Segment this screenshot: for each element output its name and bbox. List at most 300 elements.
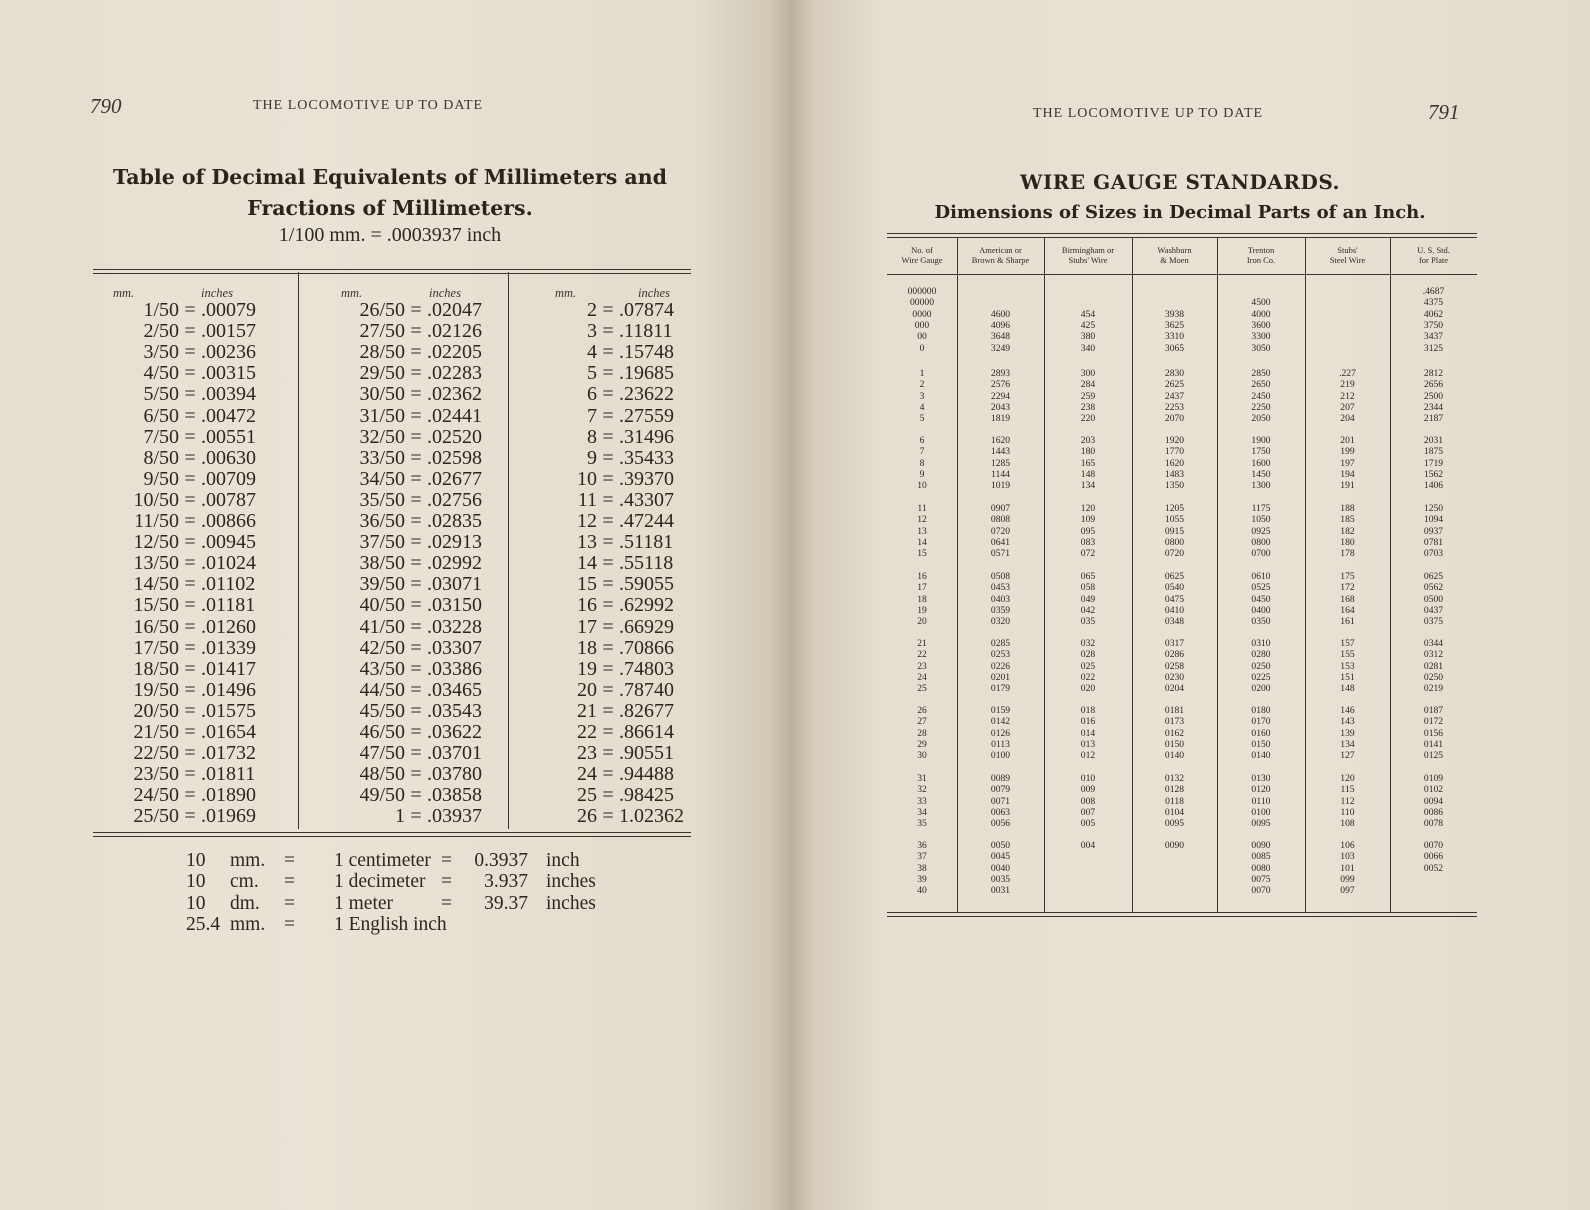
table-subtitle: 1/100 mm. = .0003937 inch: [278, 224, 502, 246]
table-cell: 2576: [990, 379, 1011, 391]
table-row: [325, 363, 517, 384]
column-header-line: Iron Co.: [1246, 254, 1276, 265]
mm-value: 4/50: [143, 362, 179, 385]
table-cell: 2893: [990, 368, 1011, 379]
mm-value: 28/50: [359, 341, 405, 364]
table-cell: 199: [1340, 446, 1355, 458]
top-rule: [93, 269, 691, 270]
inch-value: .03701: [427, 742, 482, 765]
table-row: [527, 680, 709, 701]
table-row: [99, 553, 291, 574]
table-cell: 0253: [990, 649, 1011, 661]
equivalence-unit: cm.: [230, 871, 259, 893]
table-cell: 0078: [1423, 818, 1444, 830]
equivalence-value: 3.937: [484, 871, 528, 893]
table-cell: 24: [917, 671, 927, 683]
table-cell: 0071: [990, 795, 1011, 807]
table-cell: 161: [1340, 616, 1355, 628]
mm-value: 2: [587, 299, 597, 321]
mm-value: 38/50: [359, 552, 405, 575]
table-cell: 0907: [990, 503, 1011, 514]
table-cell: .227: [1339, 368, 1356, 379]
equals-sign: =: [184, 615, 196, 638]
equals-sign: =: [602, 362, 614, 385]
equals-sign: =: [410, 362, 422, 385]
inch-value: .00630: [201, 446, 256, 469]
top-rule: [887, 237, 1477, 238]
table-cell: 0079: [990, 784, 1011, 796]
table-cell: 1019: [990, 480, 1011, 492]
table-cell: 259: [1080, 390, 1096, 402]
table-row: [527, 363, 709, 384]
table-cell: 2437: [1164, 390, 1185, 402]
table-cell: 148: [1340, 683, 1355, 695]
inch-value: .03543: [427, 699, 482, 722]
table-row: [99, 300, 291, 321]
inch-value: .03465: [427, 678, 482, 701]
inch-value: .59055: [619, 573, 674, 596]
inch-value: .02362: [427, 383, 482, 406]
equivalence-eq1: =: [284, 871, 295, 893]
table-cell: 3750: [1423, 319, 1444, 331]
column-header-mm: mm.: [341, 286, 363, 300]
table-cell: 005: [1080, 818, 1096, 830]
table-cell: 40: [917, 885, 927, 897]
table-cell: 110: [1340, 806, 1355, 818]
table-cell: 109: [1080, 514, 1096, 526]
table-cell: 39: [917, 873, 927, 885]
mm-value: 24: [577, 763, 597, 786]
top-rule: [887, 233, 1477, 234]
table-cell: 2850: [1251, 368, 1271, 379]
equals-sign: =: [602, 742, 614, 765]
equals-sign: =: [410, 467, 422, 490]
table-cell: 36: [917, 840, 927, 851]
table-cell: 0641: [990, 536, 1011, 548]
table-row: [527, 490, 709, 511]
equals-sign: =: [184, 299, 196, 321]
mm-value: 6: [587, 383, 597, 406]
table-cell: 380: [1080, 331, 1096, 343]
mm-value: 21/50: [133, 721, 179, 743]
equals-sign: =: [602, 784, 614, 807]
table-row: [99, 638, 291, 659]
table-cell: 0102: [1423, 784, 1444, 796]
inch-value: .19685: [619, 362, 674, 385]
equals-sign: =: [410, 320, 422, 343]
mm-value: 46/50: [359, 721, 405, 743]
equals-sign: =: [602, 805, 614, 828]
table-cell: 146: [1340, 705, 1355, 716]
table-cell: 0170: [1251, 716, 1271, 728]
top-rule: [93, 273, 691, 274]
table-row: [527, 785, 709, 806]
mm-value: 5/50: [143, 383, 179, 406]
equivalence-eq2: =: [441, 850, 452, 871]
mm-value: 1: [395, 805, 405, 828]
equivalence-value: 0.3937: [474, 850, 528, 871]
equals-sign: =: [410, 573, 422, 596]
table-row: [325, 595, 517, 616]
table-cell: 1443: [990, 446, 1011, 458]
table-row: [99, 363, 291, 384]
inch-value: .02441: [427, 404, 482, 427]
table-cell: 0280: [1251, 649, 1271, 661]
table-row: [99, 406, 291, 427]
table-row: [325, 659, 517, 680]
table-cell: 0562: [1423, 582, 1444, 594]
mm-value: 15/50: [133, 594, 179, 617]
table-cell: 1875: [1423, 446, 1444, 458]
running-head: THE LOCOMOTIVE UP TO DATE: [1033, 106, 1264, 121]
table-cell: 0250: [1251, 660, 1271, 672]
table-cell: 0070: [1423, 840, 1444, 851]
inch-value: .01260: [201, 615, 256, 638]
table-cell: 6: [919, 435, 925, 446]
inch-value: .78740: [619, 678, 674, 701]
table-row: [99, 659, 291, 680]
equivalence-qty: 25.4: [186, 913, 221, 935]
table-cell: 0156: [1423, 727, 1444, 739]
equals-sign: =: [410, 678, 422, 701]
mm-value: 24/50: [133, 784, 179, 807]
equals-sign: =: [602, 699, 614, 722]
mm-value: 7/50: [143, 425, 179, 448]
inch-value: .55118: [619, 552, 674, 575]
table-cell: 340: [1080, 342, 1096, 354]
equals-sign: =: [184, 678, 196, 701]
inch-value: .02126: [427, 320, 482, 343]
table-row: [99, 469, 291, 490]
equivalence-qty: 10: [186, 871, 206, 893]
mm-value: 8/50: [143, 446, 179, 469]
table-cell: 0359: [990, 604, 1011, 616]
table-row: [325, 553, 517, 574]
table-cell: 101: [1340, 862, 1355, 874]
equals-sign: =: [602, 552, 614, 575]
table-cell: 1770: [1164, 446, 1185, 458]
table-cell: 0286: [1164, 649, 1185, 661]
table-cell: 106: [1340, 840, 1355, 851]
equals-sign: =: [184, 784, 196, 807]
equals-sign: =: [184, 404, 196, 427]
table-row: [99, 743, 291, 764]
inch-value: 1.02362: [619, 805, 684, 828]
mm-value: 22: [577, 721, 597, 743]
table-cell: 185: [1340, 514, 1355, 526]
table-cell: 0095: [1251, 818, 1271, 830]
equivalence-target: 1 centimeter: [334, 850, 431, 871]
table-cell: 12: [917, 514, 927, 526]
table-cell: 4000: [1251, 308, 1271, 320]
table-row: [99, 321, 291, 342]
table-cell: 2625: [1164, 379, 1185, 391]
column-header: [887, 246, 957, 265]
mm-value: 4: [587, 341, 597, 364]
table-cell: 134: [1340, 738, 1355, 750]
table-cell: 0450: [1251, 593, 1271, 605]
mm-value: 15: [577, 573, 597, 596]
inch-value: .01181: [201, 594, 256, 617]
table-cell: 0172: [1423, 716, 1444, 728]
table-cell: 014: [1080, 727, 1096, 739]
table-cell: 21: [917, 638, 927, 649]
table-cell: 097: [1340, 885, 1355, 897]
table-cell: 0100: [990, 750, 1011, 762]
table-cell: 2344: [1423, 401, 1444, 413]
mm-value: 20/50: [133, 699, 179, 722]
table-cell: 284: [1080, 379, 1096, 391]
table-cell: 168: [1340, 593, 1355, 605]
table-cell: 103: [1340, 851, 1355, 863]
table-row: [99, 490, 291, 511]
left-page: [0, 0, 790, 1210]
table-cell: 1920: [1164, 435, 1185, 446]
inch-value: .00236: [201, 341, 256, 364]
table-cell: 7: [919, 446, 925, 458]
table-cell: 0142: [990, 716, 1011, 728]
inch-value: .27559: [619, 404, 674, 427]
column-header-line: U. S. Std.: [1417, 245, 1450, 255]
table-cell: 4062: [1423, 308, 1444, 320]
column-header-line: Steel Wire: [1329, 254, 1366, 265]
table-cell: 0075: [1251, 873, 1271, 885]
mm-value: 18: [577, 636, 597, 659]
table-cell: 0179: [990, 683, 1011, 695]
equals-sign: =: [184, 721, 196, 743]
table-cell: 049: [1080, 593, 1096, 605]
table-cell: 0090: [1251, 840, 1271, 851]
mm-value: 11/50: [134, 510, 179, 532]
mm-value: 11: [577, 488, 597, 511]
table-cell: 0100: [1251, 806, 1271, 818]
table-row: [325, 532, 517, 553]
table-cell: 182: [1340, 525, 1355, 537]
table-row: [527, 300, 709, 321]
title-line-2: Fractions of Millimeters.: [247, 196, 533, 220]
table-cell: 013: [1080, 738, 1096, 750]
table-row: [527, 384, 709, 405]
table-cell: 201: [1340, 435, 1355, 446]
mm-value: 49/50: [359, 784, 405, 807]
table-cell: 3437: [1423, 331, 1444, 343]
mm-value: 22/50: [133, 742, 179, 765]
table-cell: 2050: [1251, 413, 1271, 425]
column-header: [1044, 246, 1132, 265]
table-row: [527, 659, 709, 680]
mm-value: 45/50: [359, 699, 405, 722]
table-row: [99, 595, 291, 616]
table-row: [99, 785, 291, 806]
table-row: [527, 321, 709, 342]
table-cell: 203: [1080, 435, 1096, 446]
equivalence-eq1: =: [284, 850, 295, 871]
table-cell: 0508: [990, 571, 1011, 582]
equals-sign: =: [602, 510, 614, 532]
table-cell: 065: [1080, 571, 1096, 582]
column-header-line: Wire Gauge: [901, 254, 943, 265]
table-cell: 008: [1080, 795, 1096, 807]
table-cell: 3600: [1251, 319, 1271, 331]
inch-value: .01496: [201, 678, 256, 701]
table-cell: 2031: [1423, 435, 1444, 446]
table-cell: 007: [1080, 806, 1096, 818]
table-cell: 3310: [1164, 331, 1185, 343]
equivalence-value-unit: inches: [546, 892, 596, 914]
column-header-line: for Plate: [1418, 254, 1449, 265]
table-row: [527, 553, 709, 574]
column-header: [1305, 246, 1390, 265]
table-cell: 151: [1340, 671, 1355, 683]
table-cell: 0350: [1251, 616, 1271, 628]
column-header-line: Stubs' Wire: [1068, 254, 1108, 265]
table-cell: 3249: [990, 342, 1011, 354]
equals-sign: =: [184, 341, 196, 364]
inch-value: .01339: [201, 636, 256, 659]
inch-value: .66929: [619, 615, 674, 638]
table-cell: 38: [917, 862, 927, 874]
table-cell: 9: [919, 468, 925, 480]
table-cell: 2812: [1423, 368, 1444, 379]
table-row: [325, 406, 517, 427]
inch-value: .00472: [201, 404, 256, 427]
table-row: [527, 595, 709, 616]
inch-value: .03150: [427, 594, 482, 617]
equivalence-eq1: =: [284, 892, 295, 914]
table-cell: 0140: [1164, 750, 1185, 762]
table-cell: 1483: [1164, 468, 1185, 480]
table-row: [527, 532, 709, 553]
table-cell: 0400: [1251, 604, 1271, 616]
table-cell: 0500: [1423, 593, 1444, 605]
column-header-line: Brown & Sharpe: [971, 254, 1030, 265]
table-cell: 10: [917, 480, 927, 492]
table-row: [99, 680, 291, 701]
mm-value: 36/50: [359, 510, 405, 532]
table-cell: 13: [917, 525, 927, 537]
inch-value: .03071: [427, 573, 482, 596]
table-cell: 0090: [1164, 840, 1185, 851]
table-cell: 000: [914, 319, 930, 331]
table-row: [99, 701, 291, 722]
inch-value: .03307: [427, 636, 482, 659]
inch-value: .00157: [201, 320, 256, 343]
equals-sign: =: [602, 341, 614, 364]
table-cell: 0: [919, 342, 925, 354]
table-cell: 0258: [1164, 660, 1185, 672]
table-row: [99, 384, 291, 405]
wire-gauge-table: [887, 236, 1477, 924]
table-row: [527, 342, 709, 363]
table-cell: 0475: [1164, 593, 1185, 605]
inch-value: .00866: [201, 510, 256, 532]
table-row: [325, 806, 517, 827]
table-subtitle: Dimensions of Sizes in Decimal Parts of an Inch.: [934, 202, 1426, 223]
bottom-rule: [887, 916, 1477, 917]
table-cell: 0925: [1251, 525, 1271, 537]
column-header-line: Trenton: [1247, 245, 1275, 255]
equals-sign: =: [184, 573, 196, 596]
table-cell: 165: [1080, 457, 1096, 469]
table-cell: 18: [917, 593, 927, 605]
table-cell: 072: [1080, 548, 1096, 560]
equals-sign: =: [410, 552, 422, 575]
equivalence-target: 1 English inch: [334, 913, 447, 935]
table-cell: 0095: [1164, 818, 1185, 830]
table-cell: 1450: [1251, 468, 1271, 480]
table-row: [325, 701, 517, 722]
table-cell: 0130: [1251, 773, 1271, 784]
mm-value: 17/50: [133, 636, 179, 659]
table-cell: 120: [1080, 503, 1096, 514]
inch-value: .02283: [427, 362, 482, 385]
table-cell: 018: [1080, 705, 1096, 716]
column-header: [957, 246, 1044, 265]
table-cell: 28: [917, 727, 927, 739]
table-cell: 0808: [990, 514, 1011, 526]
inch-value: .90551: [619, 742, 674, 765]
equals-sign: =: [184, 362, 196, 385]
inch-value: .03622: [427, 721, 482, 743]
table-cell: 25: [917, 683, 927, 695]
mm-value: 19: [577, 657, 597, 680]
equals-sign: =: [184, 383, 196, 406]
table-cell: 0180: [1251, 705, 1271, 716]
column-header-mm: mm.: [113, 286, 135, 300]
table-row: [527, 427, 709, 448]
table-cell: 27: [917, 716, 927, 728]
table-cell: 1750: [1251, 446, 1271, 458]
inch-value: .02835: [427, 510, 482, 532]
table-cell: 0126: [990, 727, 1011, 739]
table-cell: 0109: [1423, 773, 1444, 784]
equals-sign: =: [410, 510, 422, 532]
table-cell: 1900: [1251, 435, 1271, 446]
table-cell: 028: [1080, 649, 1096, 661]
inch-value: .02756: [427, 488, 482, 511]
mm-value: 9: [587, 446, 597, 469]
table-cell: 0080: [1251, 862, 1271, 874]
table-cell: 1620: [990, 435, 1011, 446]
table-cell: 1094: [1423, 514, 1444, 526]
inch-value: .35433: [619, 446, 674, 469]
table-cell: 099: [1340, 873, 1355, 885]
table-row: [325, 785, 517, 806]
equals-sign: =: [410, 299, 422, 321]
table-cell: 3648: [990, 331, 1011, 343]
table-cell: 0120: [1251, 784, 1271, 796]
equals-sign: =: [410, 657, 422, 680]
table-row: [527, 764, 709, 785]
table-cell: 4600: [990, 308, 1011, 320]
equals-sign: =: [602, 467, 614, 490]
equals-sign: =: [410, 699, 422, 722]
table-row: [99, 764, 291, 785]
equivalence-qty: 10: [186, 892, 206, 914]
mm-value: 1/50: [143, 299, 179, 321]
mm-value: 13: [577, 531, 597, 554]
mm-value: 26/50: [359, 299, 405, 321]
table-cell: 0140: [1251, 750, 1271, 762]
table-cell: 0525: [1251, 582, 1271, 594]
mm-value: 42/50: [359, 636, 405, 659]
table-cell: 0128: [1164, 784, 1185, 796]
mm-value: 33/50: [359, 446, 405, 469]
inch-value: .03858: [427, 784, 482, 807]
table-row: [325, 617, 517, 638]
table-cell: 0204: [1164, 683, 1185, 695]
table-cell: 0045: [990, 851, 1011, 863]
